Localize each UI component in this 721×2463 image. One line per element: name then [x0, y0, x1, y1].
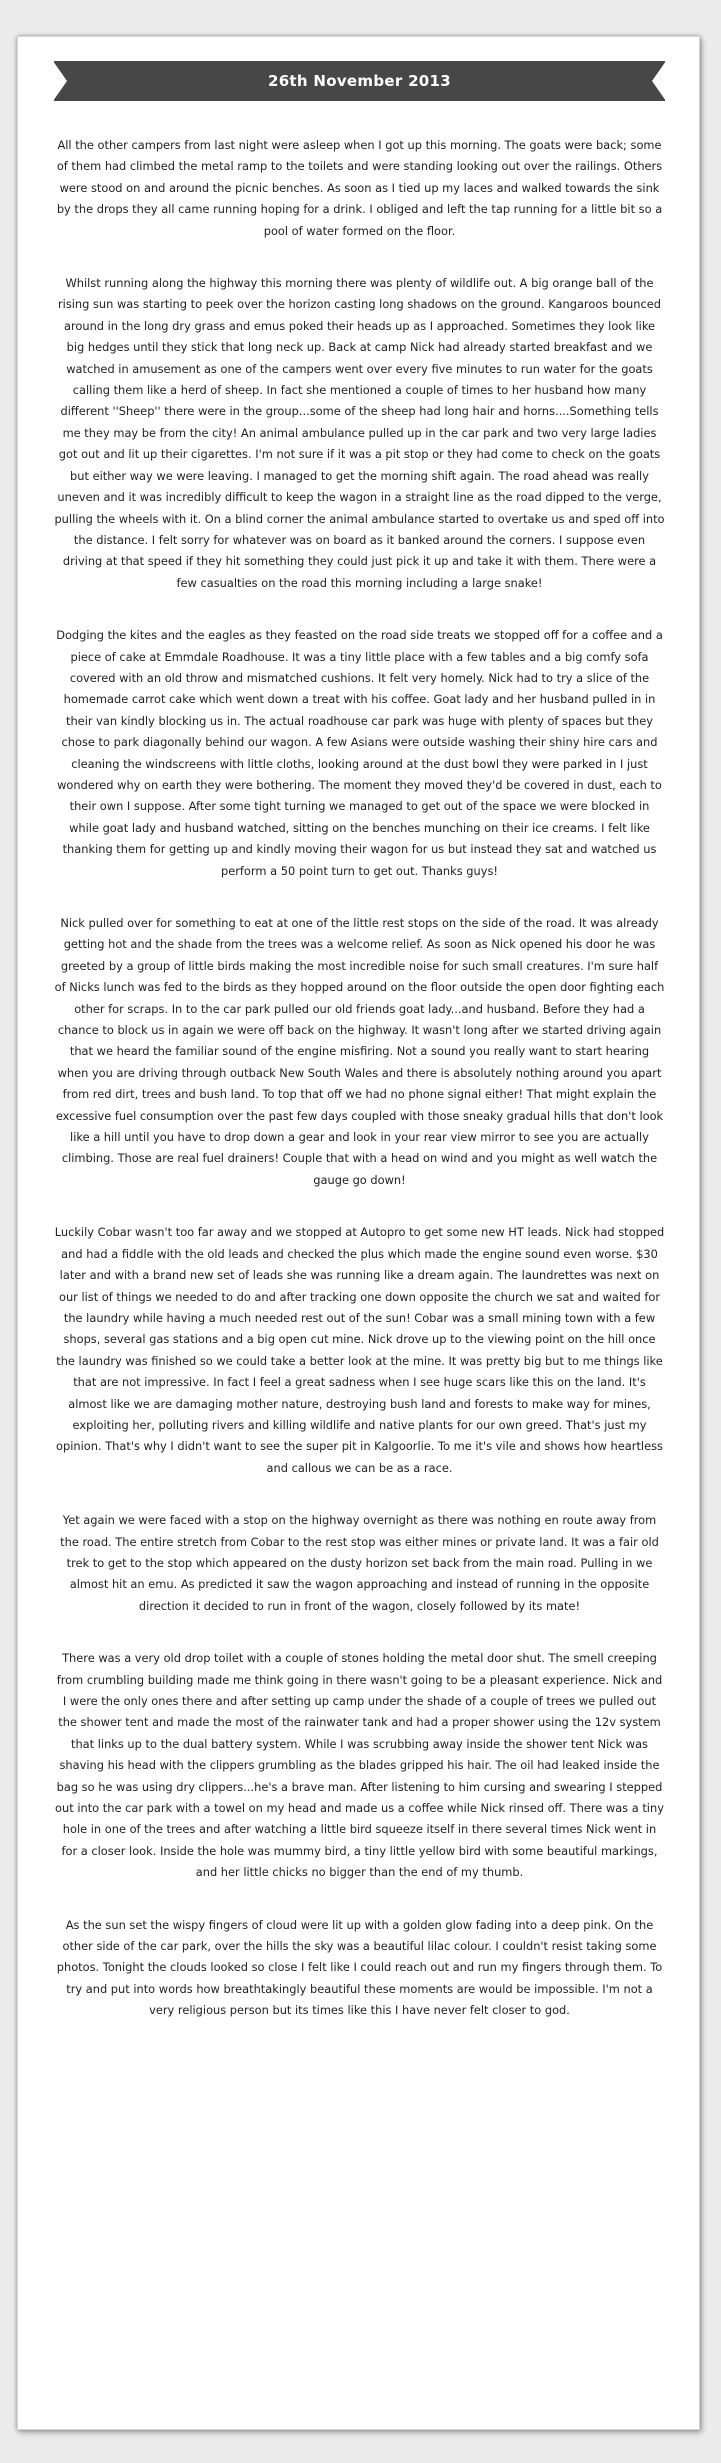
paragraph-overnight-stop: Yet again we were faced with a stop on the highway overnight as there was nothing en route away from the road. The entire stretch from Cobar to the rest stop was either mines or private land. It was a fair old trek to get to the stop which appeared on the dusty horizon set back from the main road. Pulling in we almost hit an emu. As predicted it saw the wagon approaching and instead of running in the opposite direction it decided to run in front of the wagon, closely followed by its mate! [60, 1513, 659, 1613]
title-banner [54, 61, 665, 101]
journal-page [17, 36, 700, 2430]
paragraph-cobar: Luckily Cobar wasn't too far away and we stopped at Autopro to get some new HT leads. Nick had stopped and had a fiddle with the old leads and checked the plus which made the engine sound even worse. $30 later and with a brand new set of leads she was running like a dream again. The laundrettes was next on our list of things we needed to do and after tracking one down opposite the church we sat and waited for the laundry while having a much needed rest out of the sun! Cobar was a small mining town with a few shops, several gas stations and a big open cut mine. Nick drove up to the viewing point on the hill once the laundry was finished so we could take a better look at the mine. It was pretty big but to me things like that are not impressive. In fact I feel a great sadness when I see huge scars like this on the land. It's almost like we are damaging mother nature, destroying bush land and forests to make way for mines, exploiting her, polluting rivers and killing wildlife and native plants for our own greed. That's just my opinion. That's why I didn't want to see the super pit in Kalgoorlie. To me it's vile and shows how heartless and callous we can be as a race. [54, 1225, 665, 1475]
journal-body [54, 135, 665, 2053]
paragraph-goats-morning: All the other campers from last night were asleep when I got up this morning. The goats were back; some of them had climbed the metal ramp to the toilets and were standing looking out over the railings. Others were stood on and around the picnic benches. As soon as I tied up my laces and walked towards the sink by the drops they all came running hoping for a drink. I obliged and left the tap running for a little bit so a pool of water formed on the floor. [56, 138, 663, 238]
paragraph-highway-wildlife: Whilst running along the highway this morning there was plenty of wildlife out. A big orange ball of the rising sun was starting to peek over the horizon casting long shadows on the ground. Kangaroos bounced around in the long dry grass and emus poked their heads up as I approached. Sometimes they look like big hedges until they stick that long neck up. Back at camp Nick had already started breakfast and we watched in amusement as one of the campers went over every five minutes to run water for the goats calling them like a herd of sheep. In fact she mentioned a couple of times to her husband how many different ''Sheep'' there were in the group...some of the sheep had long hair and horns....Something tells me they may be from the city! An animal ambulance pulled up in the car park and two very large ladies got out and lit up their cigarettes. I'm not sure if it was a pit stop or they had come to check on the goats but either way we were leaving. I managed to get the morning shift again. The road ahead was really uneven and it was incredibly difficult to keep the wagon in a straight line as the road dipped to the verge, pulling the wheels with it. On a blind corner the animal ambulance started to overtake us and sped off into the distance. I felt sorry for whatever was on board as it banked around the corners. I suppose even driving at that speed if they hit something they could just pick it up and take it with them. There were a few casualties on the road this morning including a large snake! [54, 276, 665, 590]
paragraph-drop-toilet-shower: There was a very old drop toilet with a couple of stones holding the metal door shut. The smell creeping from crumbling building made me think going in there wasn't going to be a pleasant experience. Nick and I were the only ones there and after setting up camp under the shade of a couple of trees we pulled out the shower tent and made the most of the rainwater tank and had a proper shower using the 12v system that links up to the dual battery system. While I was scrubbing away inside the shower tent Nick was shaving his head with the clippers grumbling as the blades gripped his hair. The oil had leaked inside the bag so he was using dry clippers...he's a brave man. After listening to him cursing and swearing I stepped out into the car park with a towel on my head and made us a coffee while Nick rinsed off. There was a tiny hole in one of the trees and after watching a little bird squeeze itself in there several times Nick went in for a closer look. Inside the hole was mummy bird, a tiny little yellow bird with some beautiful markings, and her little chicks no bigger than the end of my thumb. [55, 1651, 664, 1880]
paragraph-emmdale-roadhouse: Dodging the kites and the eagles as they feasted on the road side treats we stopped off for a coffee and a piece of cake at Emmdale Roadhouse. It was a tiny little place with a few tables and a big comfy sofa covered with an old throw and mismatched cushions. It felt very homely. Nick had to try a slice of the homemade carrot cake which went down a treat with his coffee. Goat lady and her husband pulled in in their van kindly blocking us in. The actual roadhouse car park was huge with plenty of spaces but they chose to park diagonally behind our wagon. A few Asians were outside washing their shiny hire cars and cleaning the windscreens with little cloths, looking around at the dust bowl they were parked in I just wondered why on earth they were bothering. The moment they moved they'd be covered in dust, each to their own I suppose. After some tight turning we managed to get out of the space we were blocked in while goat lady and husband watched, sitting on the benches munching on their ice creams. I felt like thanking them for getting up and kindly moving their wagon for us but instead they sat and watched us perform a 50 point turn to get out. Thanks guys! [56, 628, 663, 878]
paragraph-rest-stop-birds: Nick pulled over for something to eat at one of the little rest stops on the side of the road. It was already getting hot and the shade from the trees was a welcome relief. As soon as Nick opened his door he was greeted by a group of little birds making the most incredible noise for such small creatures. I'm sure half of Nicks lunch was fed to the birds as they hopped around on the floor outside the open door fighting each other for scraps. In to the car park pulled our old friends goat lady...and husband. Before they had a chance to block us in again we were off back on the highway. It wasn't long after we started driving again that we heard the familiar sound of the engine misfiring. Not a sound you really want to start hearing when you are driving through outback New South Wales and there is absolutely nothing around you apart from red dirt, trees and bush land. To top that off we had no phone signal either! That might explain the excessive fuel consumption over the past few days coupled with those sneaky gradual hills that don't look like a hill until you have to drop down a gear and look in your rear view mirror to see you are actually climbing. Those are real fuel drainers! Couple that with a head on wind and you might as well watch the gauge go down! [54, 916, 665, 1187]
paragraph-sunset: As the sun set the wispy fingers of cloud were lit up with a golden glow fading into a deep pink. On the other side of the car park, over the hills the sky was a beautiful lilac colour. I couldn't resist taking some photos. Tonight the clouds looked so close I felt like I could reach out and run my fingers through them. To try and put into words how breathtakingly beautiful these moments are would be impossible. I'm not a very religious person but its times like this I have never felt closer to god. [56, 1917, 663, 2018]
page-title: 26th November 2013 [267, 72, 452, 90]
